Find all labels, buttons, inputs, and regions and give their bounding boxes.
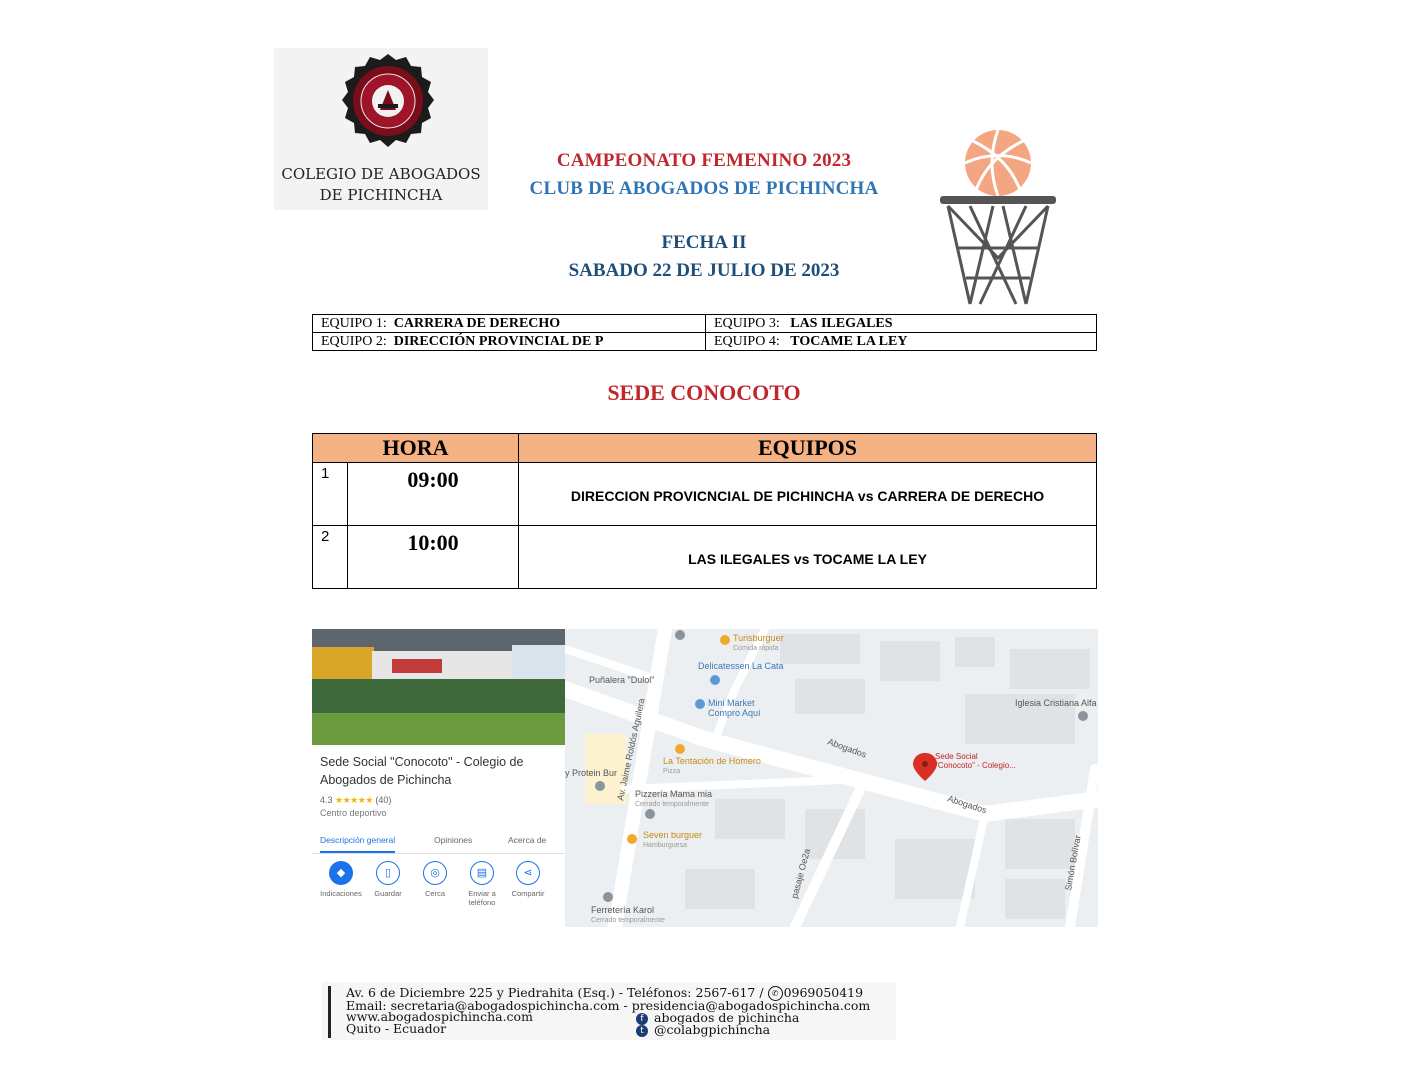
teams-table	[312, 314, 1097, 351]
map-label-simon: Simón Bolívar	[1063, 834, 1083, 892]
directions-label: Indicaciones	[320, 889, 362, 898]
map-label-punalera: Puñalera "Dulol"	[589, 675, 655, 685]
twitter-handle: @colabgpichincha	[654, 1022, 771, 1037]
team-cell	[313, 315, 706, 333]
contact-footer	[322, 982, 896, 1040]
street-map	[565, 629, 1098, 927]
schedule-row	[313, 526, 1097, 589]
team-name: DIRECCIÓN PROVINCIAL DE P	[393, 334, 604, 349]
map-label-tentacion: La Tentación de Homero	[663, 756, 761, 766]
team-label: EQUIPO 4:	[714, 334, 780, 349]
footer-address: Av. 6 de Diciembre 225 y Piedrahita (Esq.) - Teléfonos: 2567-617 /	[346, 985, 764, 1000]
share-button[interactable]	[504, 861, 552, 898]
date-title: SABADO 22 DE JULIO DE 2023	[568, 260, 840, 281]
map-label-ferreteria-sub: Cerrado temporalmente	[591, 917, 665, 924]
match-teams: DIRECCION PROVICNCIAL DE PICHINCHA vs CARRERA DE DERECHO	[519, 463, 1097, 526]
map-label-iglesia: Iglesia Cristiana Alfa	[1015, 698, 1097, 708]
team-cell	[706, 333, 1097, 351]
map-label-delicatessen: Delicatessen La Cata	[698, 661, 784, 671]
map-label-pizzeria: Pizzería Mama mia	[635, 789, 713, 799]
share-icon: ⋖	[516, 861, 540, 885]
footer-whatsapp: 0969050419	[783, 985, 864, 1000]
map-screenshot	[312, 629, 1098, 927]
footer-web: www.abogadospichincha.com	[346, 1009, 533, 1024]
send-to-phone-button[interactable]	[458, 861, 506, 907]
team-cell	[313, 333, 706, 351]
match-time: 09:00	[348, 463, 519, 526]
tournament-title: CAMPEONATO FEMENINO 2023	[556, 150, 852, 171]
match-time: 10:00	[348, 526, 519, 589]
schedule-table	[312, 433, 1097, 589]
team-label: EQUIPO 3:	[714, 316, 780, 331]
place-panel	[312, 629, 565, 927]
venue-title: SEDE CONOCOTO	[607, 380, 801, 405]
footer-divider	[328, 986, 331, 1038]
venue-photo	[312, 629, 565, 745]
map-label-turisburguer: Turisburguer	[733, 633, 784, 643]
save-button[interactable]	[364, 861, 412, 898]
directions-icon: ◆	[329, 861, 353, 885]
save-label: Guardar	[374, 889, 402, 898]
tab-reviews[interactable]: Opiniones	[434, 835, 473, 845]
team-label: EQUIPO 2:	[321, 334, 387, 349]
college-logo	[274, 48, 488, 210]
teams-row	[313, 315, 1097, 333]
team-name: TOCAME LA LEY	[790, 334, 908, 349]
map-label-sede-2: "Conocoto" - Colegio...	[935, 761, 1016, 770]
place-name: Sede Social "Conocoto" - Colegio de Abogados de Pichincha	[320, 755, 524, 787]
nearby-button[interactable]	[411, 861, 459, 898]
schedule-row	[313, 463, 1097, 526]
map-label-pasaje: pasaje Oe2a	[789, 847, 813, 900]
place-category: Centro deportivo	[320, 808, 387, 818]
map-label-sede-1: Sede Social	[935, 752, 978, 761]
club-title: CLUB DE ABOGADOS DE PICHINCHA	[529, 178, 879, 199]
tab-about[interactable]: Acerca de	[508, 835, 547, 845]
logo-line-1: COLEGIO DE ABOGADOS	[281, 165, 481, 183]
map-label-minimarket-2: Compro Aquí	[708, 708, 761, 718]
team-label: EQUIPO 1:	[321, 316, 387, 331]
schedule-header-row	[313, 434, 1097, 463]
team-cell	[706, 315, 1097, 333]
twitter-icon: t	[636, 1025, 648, 1037]
map-label-protein: y Protein Bur	[565, 768, 618, 778]
map-label-seven-sub: Hamburguesa	[643, 842, 687, 849]
match-teams: LAS ILEGALES vs TOCAME LA LEY	[519, 526, 1097, 589]
match-number: 1	[313, 463, 348, 526]
rating-value: 4.3	[320, 795, 333, 805]
round-title: FECHA II	[661, 232, 747, 253]
facebook-handle: abogados de pichincha	[654, 1010, 800, 1025]
map-label-abogados-2: Abogados	[946, 793, 989, 816]
place-rating	[320, 795, 391, 806]
footer-city: Quito - Ecuador	[346, 1021, 447, 1036]
rating-stars-icon: ★★★★★	[335, 795, 373, 805]
footer-email: Email: secretaria@abogadospichincha.com - presidencia@abogadospichincha.com	[346, 998, 871, 1013]
whatsapp-icon: ✆	[768, 986, 783, 1001]
place-tabs	[312, 831, 565, 854]
teams-row	[313, 333, 1097, 351]
logo-line-2: DE PICHINCHA	[319, 186, 443, 204]
map-label-seven: Seven burguer	[643, 830, 703, 840]
basketball-hoop-icon	[938, 128, 1058, 310]
nearby-icon: ◎	[423, 861, 447, 885]
team-name: CARRERA DE DERECHO	[393, 316, 561, 331]
map-label-ferreteria: Ferretería Karol	[591, 905, 655, 915]
review-count: (40)	[375, 795, 392, 805]
match-number: 2	[313, 526, 348, 589]
map-label-av-jaime: Av. Jaime Roldós Aguilera	[615, 697, 647, 802]
map-label-pizzeria-sub: Cerrado temporalmente	[635, 801, 709, 808]
share-label: Compartir	[511, 889, 545, 898]
map-label-pizza: Pizza	[663, 768, 681, 775]
directions-button[interactable]	[317, 861, 365, 898]
hora-header: HORA	[313, 434, 519, 463]
footer-twitter	[636, 1023, 770, 1037]
place-actions	[312, 861, 565, 921]
team-name: LAS ILEGALES	[790, 316, 893, 331]
equipos-header: EQUIPOS	[519, 434, 1097, 463]
tab-overview[interactable]: Descripción general	[320, 835, 395, 853]
map-label-minimarket-1: Mini Market	[708, 698, 755, 708]
facebook-icon: f	[636, 1013, 648, 1025]
college-seal-icon	[340, 52, 436, 156]
map-label-comida: Comida rápida	[733, 645, 779, 652]
send-to-phone-label: Enviar a teléfono	[468, 889, 496, 907]
phone-icon: ▤	[470, 861, 494, 885]
nearby-label: Cerca	[424, 889, 445, 898]
map-label-abogados-1: Abogados	[826, 736, 868, 760]
bookmark-icon: ▯	[376, 861, 400, 885]
